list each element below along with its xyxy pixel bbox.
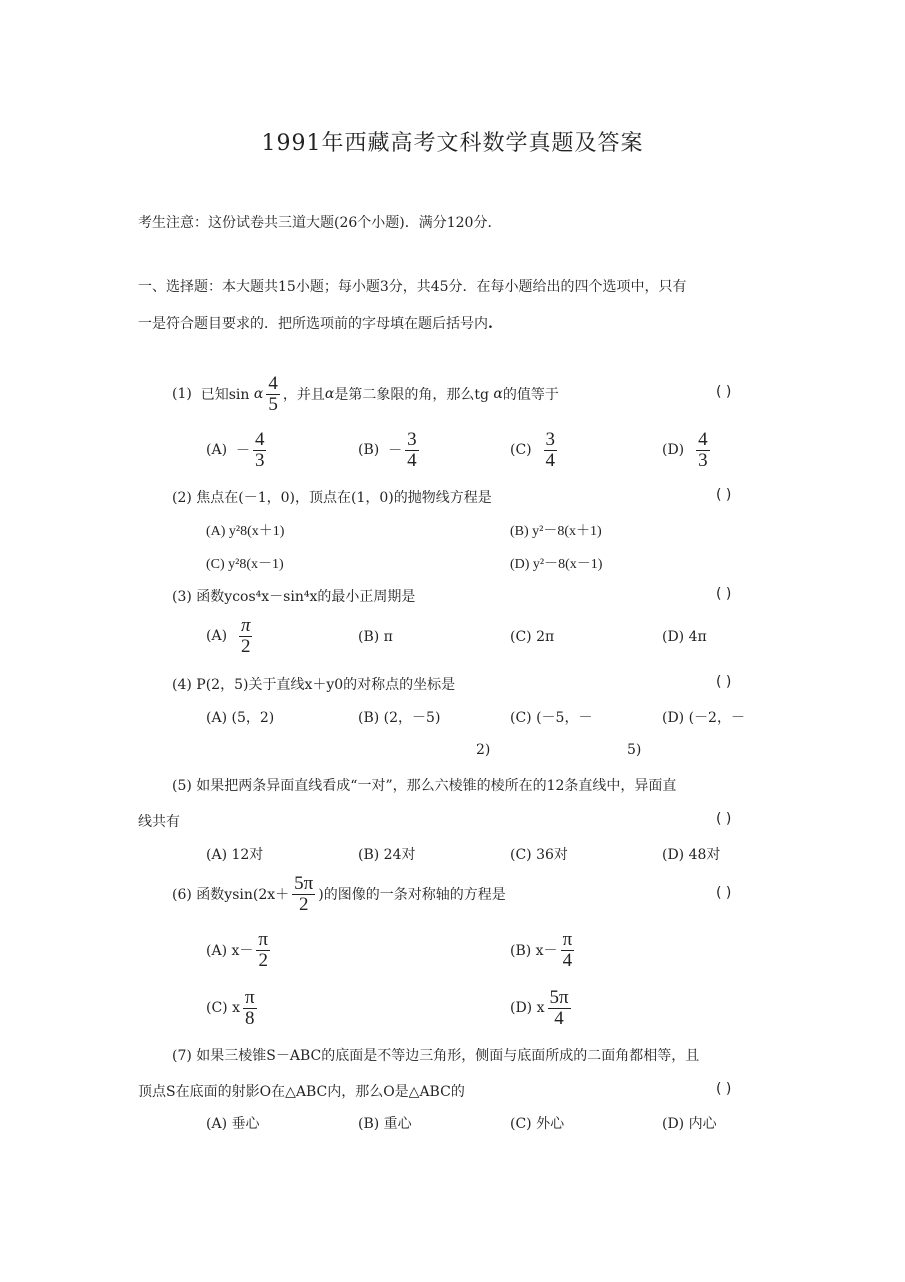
question-6-stem: (6) 函数ysin(2x＋ $\frac{5\pi}{2}$ )的图像的一条对称轴的方程是 — [172, 872, 506, 915]
exam-notice: 考生注意：这份试卷共三道大题(26个小题)．满分120分． — [138, 215, 502, 231]
question-7-stem-line2: 顶点S在底面的射影O在△ABC内，那么O是△ABC的 — [138, 1084, 465, 1100]
q5-option-d: (D) 48对 — [662, 847, 721, 863]
q4-option-d: (D) (－2，－ — [662, 710, 745, 726]
q7-option-a: (A) 垂心 — [206, 1116, 260, 1132]
q2-option-c: (C) y²8(x－1) — [206, 557, 284, 572]
answer-bracket: ( ) — [716, 674, 732, 690]
answer-bracket: ( ) — [716, 1081, 732, 1097]
q4-option-c: (C) (－5，－ — [510, 710, 593, 726]
question-2-stem: (2) 焦点在(－1，0)，顶点在(1，0)的抛物线方程是 — [172, 490, 492, 506]
answer-bracket: ( ) — [716, 384, 732, 400]
q6-option-b: (B) x－ $\frac{\pi}{4}$ — [510, 928, 573, 971]
q2-option-b: (B) y²－8(x＋1) — [510, 524, 602, 539]
page-title: 1991年西藏高考文科数学真题及答案 — [261, 131, 644, 156]
q5-option-a: (A) 12对 — [206, 847, 264, 863]
q3-option-b: (B) π — [358, 629, 393, 645]
q7-option-d: (D) 内心 — [662, 1116, 717, 1132]
fraction: $\frac{4}{5}$ — [268, 372, 278, 415]
q4-option-b: (B) (2，－5) — [358, 710, 441, 726]
question-3-stem: (3) 函数ycos⁴x－sin⁴x的最小正周期是 — [172, 589, 416, 605]
q3-option-a: (A) $\frac{\pi}{2}$ — [206, 614, 251, 657]
q3-option-c: (C) 2π — [510, 629, 555, 645]
q6-option-a: (A) x－ $\frac{\pi}{2}$ — [206, 928, 268, 971]
question-1-stem: (1) 已知sin α $\frac{4}{5}$ ，并且 α 是第二象限的角，那么tg α 的值等于 — [172, 372, 559, 415]
answer-bracket: ( ) — [716, 885, 732, 901]
q1-option-b: (B) － $\frac{3}{4}$ — [358, 428, 417, 471]
q5-option-c: (C) 36对 — [510, 847, 568, 863]
q3-option-d: (D) 4π — [662, 629, 707, 645]
q6-option-d: (D) x $\frac{5\pi}{4}$ — [510, 986, 569, 1029]
q6-option-c: (C) x $\frac{\pi}{8}$ — [206, 986, 255, 1029]
q7-option-c: (C) 外心 — [510, 1116, 565, 1132]
q4-option-d-wrap: 5) — [627, 742, 642, 758]
q2-option-a: (A) y²8(x＋1) — [206, 524, 285, 539]
section-instructions-line1: 一、选择题：本大题共15小题；每小题3分，共45分．在每小题给出的四个选项中，只有 — [138, 279, 687, 295]
answer-bracket: ( ) — [716, 487, 732, 503]
q1-option-a: (A) － $\frac{4}{3}$ — [206, 428, 265, 471]
q5-option-b: (B) 24对 — [358, 847, 416, 863]
q2-option-d: (D) y²－8(x－1) — [510, 557, 603, 572]
q4-option-a: (A) (5，2) — [206, 710, 275, 726]
question-4-stem: (4) P(2，5)关于直线x＋y0的对称点的坐标是 — [172, 677, 456, 693]
answer-bracket: ( ) — [716, 586, 732, 602]
answer-bracket: ( ) — [716, 811, 732, 827]
question-5-stem-line2: 线共有 — [138, 814, 180, 830]
q7-option-b: (B) 重心 — [358, 1116, 412, 1132]
section-instructions-line2: 一是符合题目要求的．把所选项前的字母填在题后括号内. — [138, 316, 493, 332]
question-5-stem-line1: (5) 如果把两条异面直线看成“一对”，那么六棱锥的棱所在的12条直线中，异面直 — [172, 778, 677, 794]
q1-option-d: (D) $\frac{4}{3}$ — [662, 428, 708, 471]
q4-option-c-wrap: 2) — [476, 742, 491, 758]
q1-option-c: (C) $\frac{3}{4}$ — [510, 428, 556, 471]
question-7-stem-line1: (7) 如果三棱锥S－ABC的底面是不等边三角形，侧面与底面所成的二面角都相等，且 — [172, 1048, 700, 1064]
